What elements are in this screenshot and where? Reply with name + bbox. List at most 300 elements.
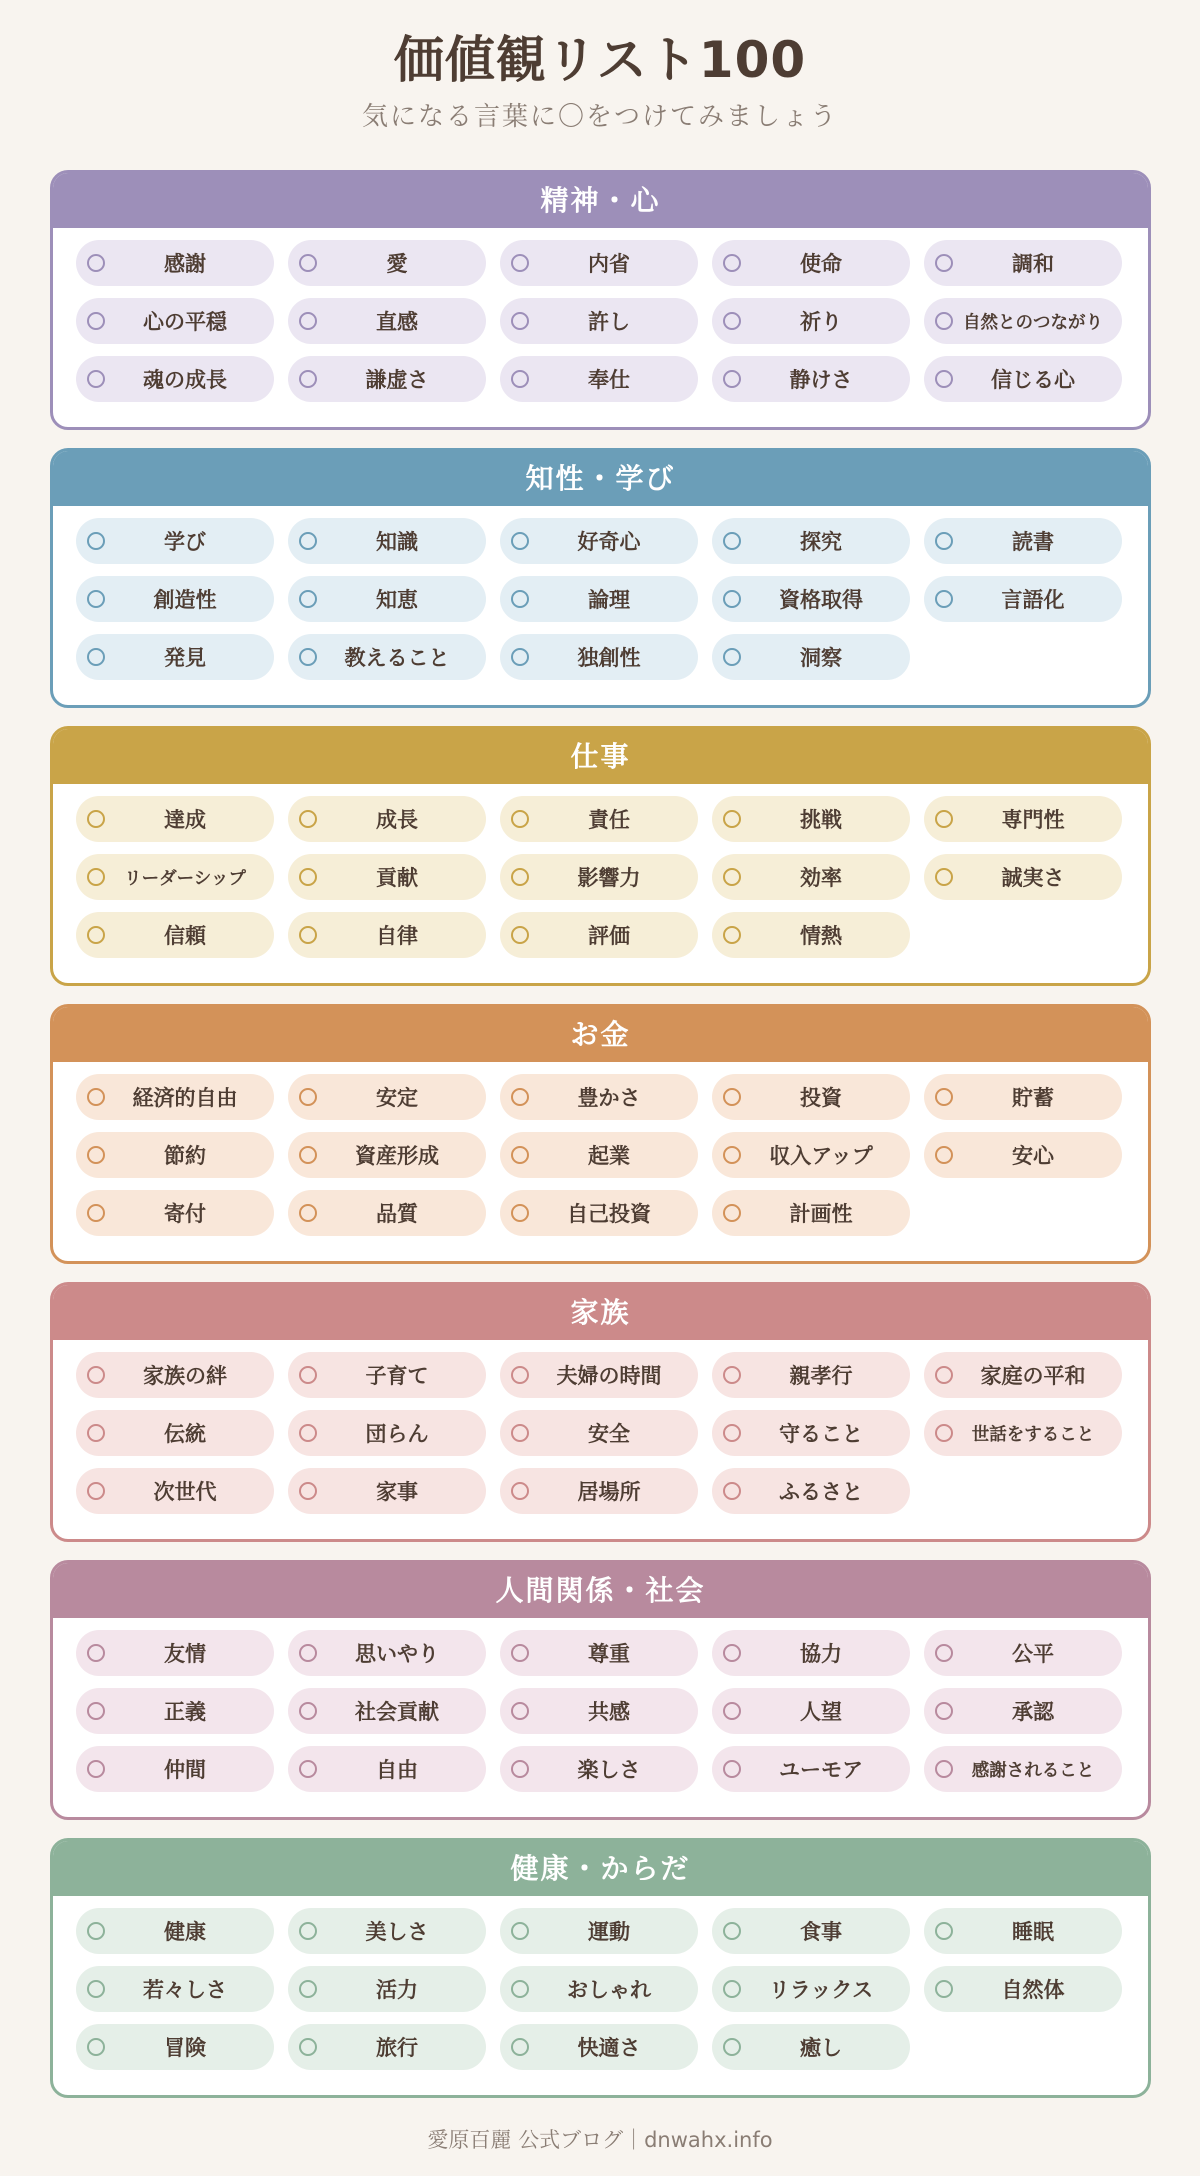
value-item[interactable] <box>76 1908 274 1954</box>
value-item[interactable] <box>76 854 274 900</box>
checkbox-circle-icon[interactable] <box>511 1088 529 1106</box>
value-label: 祈り <box>800 310 842 334</box>
checkbox-circle-icon[interactable] <box>723 1702 741 1720</box>
value-item[interactable] <box>712 1630 910 1676</box>
checkbox-circle-icon[interactable] <box>511 370 529 388</box>
checkbox-circle-icon[interactable] <box>87 1204 105 1222</box>
value-item[interactable] <box>76 1190 274 1236</box>
value-item[interactable] <box>76 576 274 622</box>
value-label: 社会貢献 <box>355 1700 439 1724</box>
value-label: 論理 <box>588 588 630 612</box>
checkbox-circle-icon[interactable] <box>723 648 741 666</box>
value-item[interactable] <box>924 1966 1122 2012</box>
checkbox-circle-icon[interactable] <box>723 1922 741 1940</box>
value-label: 誠実さ <box>1001 866 1065 890</box>
checkbox-circle-icon[interactable] <box>299 1980 317 1998</box>
value-item[interactable] <box>924 240 1122 286</box>
section-header: 精神・心 <box>53 173 1148 228</box>
checkbox-circle-icon[interactable] <box>935 810 953 828</box>
value-item[interactable] <box>500 1074 698 1120</box>
category-section <box>50 1282 1151 1542</box>
value-item[interactable] <box>76 634 274 680</box>
checkbox-circle-icon[interactable] <box>723 1366 741 1384</box>
value-item[interactable] <box>288 1468 486 1514</box>
value-item[interactable] <box>76 298 274 344</box>
value-label: 許し <box>588 310 630 334</box>
value-item[interactable] <box>924 298 1122 344</box>
value-item[interactable] <box>288 1190 486 1236</box>
value-label: 自然とのつながり <box>963 312 1103 333</box>
value-label: 親孝行 <box>789 1364 853 1388</box>
value-label: 謙虚さ <box>365 368 429 392</box>
checkbox-circle-icon[interactable] <box>511 254 529 272</box>
checkbox-circle-icon[interactable] <box>511 1702 529 1720</box>
value-item[interactable] <box>712 1074 910 1120</box>
value-item[interactable] <box>288 1352 486 1398</box>
checkbox-circle-icon[interactable] <box>723 1088 741 1106</box>
checkbox-circle-icon[interactable] <box>935 312 953 330</box>
value-item[interactable] <box>288 854 486 900</box>
value-label: 起業 <box>588 1144 630 1168</box>
value-label: 安定 <box>376 1086 418 1110</box>
category-section <box>50 1004 1151 1264</box>
checkbox-circle-icon[interactable] <box>87 926 105 944</box>
checkbox-circle-icon[interactable] <box>299 1146 317 1164</box>
value-item[interactable] <box>712 356 910 402</box>
value-item[interactable] <box>924 1688 1122 1734</box>
checkbox-circle-icon[interactable] <box>935 1644 953 1662</box>
value-grid <box>53 228 1148 402</box>
checkbox-circle-icon[interactable] <box>299 1204 317 1222</box>
category-section <box>50 448 1151 708</box>
checkbox-circle-icon[interactable] <box>299 1482 317 1500</box>
checkbox-circle-icon[interactable] <box>299 648 317 666</box>
value-item[interactable] <box>924 854 1122 900</box>
value-label: 子育て <box>365 1364 429 1388</box>
value-item[interactable] <box>712 1908 910 1954</box>
value-label: 情熱 <box>800 924 842 948</box>
checkbox-circle-icon[interactable] <box>935 1366 953 1384</box>
value-label: 静けさ <box>789 368 853 392</box>
value-item[interactable] <box>76 1132 274 1178</box>
value-label: 洞察 <box>800 646 842 670</box>
value-label: 仲間 <box>164 1758 206 1782</box>
value-label: 知恵 <box>376 588 418 612</box>
value-item[interactable] <box>924 1352 1122 1398</box>
value-item[interactable] <box>500 518 698 564</box>
checkbox-circle-icon[interactable] <box>87 1760 105 1778</box>
checkbox-circle-icon[interactable] <box>87 1366 105 1384</box>
value-item[interactable] <box>924 356 1122 402</box>
value-item[interactable] <box>500 1630 698 1676</box>
checkbox-circle-icon[interactable] <box>935 1088 953 1106</box>
value-item[interactable] <box>924 1908 1122 1954</box>
value-item[interactable] <box>712 1468 910 1514</box>
value-item[interactable] <box>500 1468 698 1514</box>
value-label: 冒険 <box>164 2036 206 2060</box>
value-label: 友情 <box>164 1642 206 1666</box>
value-item[interactable] <box>76 1630 274 1676</box>
value-label: 責任 <box>588 808 630 832</box>
value-label: 収入アップ <box>769 1144 873 1168</box>
checkbox-circle-icon[interactable] <box>723 1644 741 1662</box>
value-item[interactable] <box>76 1688 274 1734</box>
value-label: 自然体 <box>1001 1978 1065 2002</box>
checkbox-circle-icon[interactable] <box>299 532 317 550</box>
value-item[interactable] <box>924 1746 1122 1792</box>
checkbox-circle-icon[interactable] <box>723 1204 741 1222</box>
checkbox-circle-icon[interactable] <box>299 590 317 608</box>
value-label: ユーモア <box>779 1758 863 1782</box>
checkbox-circle-icon[interactable] <box>87 590 105 608</box>
value-item[interactable] <box>76 2024 274 2070</box>
value-item[interactable] <box>924 518 1122 564</box>
checkbox-circle-icon[interactable] <box>723 1482 741 1500</box>
value-label: 睡眠 <box>1012 1920 1054 1944</box>
value-item[interactable] <box>500 576 698 622</box>
value-grid <box>53 784 1148 958</box>
value-item[interactable] <box>500 1746 698 1792</box>
value-item[interactable] <box>712 796 910 842</box>
value-item[interactable] <box>76 1468 274 1514</box>
value-label: 資産形成 <box>355 1144 439 1168</box>
checkbox-circle-icon[interactable] <box>299 312 317 330</box>
value-label: 思いやり <box>355 1642 439 1666</box>
checkbox-circle-icon[interactable] <box>723 810 741 828</box>
value-item[interactable] <box>288 1688 486 1734</box>
value-item[interactable] <box>712 576 910 622</box>
value-item[interactable] <box>288 1132 486 1178</box>
checkbox-circle-icon[interactable] <box>511 312 529 330</box>
checkbox-circle-icon[interactable] <box>723 312 741 330</box>
value-label: 感謝されること <box>971 1760 1095 1781</box>
value-item[interactable] <box>288 518 486 564</box>
value-item[interactable] <box>712 518 910 564</box>
value-grid <box>53 1618 1148 1792</box>
value-label: 魂の成長 <box>143 368 227 392</box>
checkbox-circle-icon[interactable] <box>935 254 953 272</box>
checkbox-circle-icon[interactable] <box>511 1204 529 1222</box>
value-label: 影響力 <box>577 866 641 890</box>
checkbox-circle-icon[interactable] <box>87 254 105 272</box>
footer-credit: 愛原百麗 公式ブログ｜dnwahx.info <box>427 2128 773 2152</box>
value-label: 資格取得 <box>779 588 863 612</box>
value-item[interactable] <box>712 2024 910 2070</box>
checkbox-circle-icon[interactable] <box>511 810 529 828</box>
checkbox-circle-icon[interactable] <box>723 1146 741 1164</box>
value-label: 団らん <box>365 1422 429 1446</box>
checkbox-circle-icon[interactable] <box>299 1922 317 1940</box>
checkbox-circle-icon[interactable] <box>935 1702 953 1720</box>
value-item[interactable] <box>76 1410 274 1456</box>
value-item[interactable] <box>712 298 910 344</box>
section-header: 家族 <box>53 1285 1148 1340</box>
value-item[interactable] <box>712 1190 910 1236</box>
value-item[interactable] <box>712 912 910 958</box>
value-item[interactable] <box>500 796 698 842</box>
checkbox-circle-icon[interactable] <box>935 1922 953 1940</box>
value-label: 旅行 <box>376 2036 418 2060</box>
value-label: 創造性 <box>153 588 217 612</box>
value-item[interactable] <box>924 1410 1122 1456</box>
value-label: 好奇心 <box>577 530 641 554</box>
value-item[interactable] <box>76 1746 274 1792</box>
value-label: 公平 <box>1012 1642 1054 1666</box>
checkbox-circle-icon[interactable] <box>935 1424 953 1442</box>
value-label: 言語化 <box>1001 588 1065 612</box>
value-item[interactable] <box>288 1908 486 1954</box>
value-item[interactable] <box>76 1074 274 1120</box>
checkbox-circle-icon[interactable] <box>935 1760 953 1778</box>
value-item[interactable] <box>76 240 274 286</box>
checkbox-circle-icon[interactable] <box>511 926 529 944</box>
value-item[interactable] <box>712 1352 910 1398</box>
value-label: 夫婦の時間 <box>556 1364 662 1388</box>
value-label: 安心 <box>1012 1144 1054 1168</box>
value-item[interactable] <box>288 912 486 958</box>
value-item[interactable] <box>500 1190 698 1236</box>
value-label: 美しさ <box>365 1920 429 1944</box>
value-item[interactable] <box>712 240 910 286</box>
value-item[interactable] <box>500 240 698 286</box>
value-label: 独創性 <box>577 646 641 670</box>
value-item[interactable] <box>288 298 486 344</box>
checkbox-circle-icon[interactable] <box>87 312 105 330</box>
checkbox-circle-icon[interactable] <box>87 1088 105 1106</box>
checkbox-circle-icon[interactable] <box>723 1760 741 1778</box>
value-item[interactable] <box>76 796 274 842</box>
value-item[interactable] <box>76 912 274 958</box>
value-label: 計画性 <box>789 1202 853 1226</box>
value-label: 読書 <box>1012 530 1054 554</box>
header <box>0 0 1200 170</box>
checkbox-circle-icon[interactable] <box>723 590 741 608</box>
value-label: 探究 <box>800 530 842 554</box>
section-header: 人間関係・社会 <box>53 1563 1148 1618</box>
checkbox-circle-icon[interactable] <box>511 2038 529 2056</box>
checkbox-circle-icon[interactable] <box>511 1366 529 1384</box>
value-item[interactable] <box>924 796 1122 842</box>
value-item[interactable] <box>288 634 486 680</box>
checkbox-circle-icon[interactable] <box>299 868 317 886</box>
checkbox-circle-icon[interactable] <box>935 1980 953 1998</box>
checkbox-circle-icon[interactable] <box>87 1146 105 1164</box>
value-item[interactable] <box>712 1132 910 1178</box>
checkbox-circle-icon[interactable] <box>511 1922 529 1940</box>
checkbox-circle-icon[interactable] <box>935 868 953 886</box>
value-grid <box>53 1062 1148 1236</box>
value-label: 専門性 <box>1001 808 1065 832</box>
value-label: 家族の絆 <box>143 1364 227 1388</box>
checkbox-circle-icon[interactable] <box>511 1980 529 1998</box>
value-label: 投資 <box>800 1086 842 1110</box>
checkbox-circle-icon[interactable] <box>87 1644 105 1662</box>
value-grid <box>53 506 1148 680</box>
value-item[interactable] <box>500 1352 698 1398</box>
value-label: 愛 <box>386 252 408 276</box>
checkbox-circle-icon[interactable] <box>723 926 741 944</box>
checkbox-circle-icon[interactable] <box>299 1424 317 1442</box>
checkbox-circle-icon[interactable] <box>299 926 317 944</box>
value-item[interactable] <box>288 240 486 286</box>
checkbox-circle-icon[interactable] <box>511 868 529 886</box>
value-label: 節約 <box>164 1144 206 1168</box>
checkbox-circle-icon[interactable] <box>511 1482 529 1500</box>
checkbox-circle-icon[interactable] <box>723 1424 741 1442</box>
checkbox-circle-icon[interactable] <box>87 1702 105 1720</box>
value-label: 家庭の平和 <box>980 1364 1086 1388</box>
checkbox-circle-icon[interactable] <box>299 1366 317 1384</box>
value-item[interactable] <box>76 356 274 402</box>
value-label: 安全 <box>588 1422 630 1446</box>
value-label: 人望 <box>800 1700 842 1724</box>
value-label: 伝統 <box>164 1422 206 1446</box>
value-label: 自己投資 <box>567 1202 651 1226</box>
section-header: 健康・からだ <box>53 1841 1148 1896</box>
checkbox-circle-icon[interactable] <box>935 370 953 388</box>
value-label: 食事 <box>800 1920 842 1944</box>
value-item[interactable] <box>288 1746 486 1792</box>
checkbox-circle-icon[interactable] <box>87 1424 105 1442</box>
checkbox-circle-icon[interactable] <box>87 648 105 666</box>
category-section <box>50 1560 1151 1820</box>
category-section <box>50 1838 1151 2098</box>
value-item[interactable] <box>76 1966 274 2012</box>
value-label: 快適さ <box>577 2036 641 2060</box>
value-label: 癒し <box>800 2036 842 2060</box>
value-item[interactable] <box>712 1688 910 1734</box>
checkbox-circle-icon[interactable] <box>299 370 317 388</box>
checkbox-circle-icon[interactable] <box>935 590 953 608</box>
checkbox-circle-icon[interactable] <box>299 2038 317 2056</box>
checkbox-circle-icon[interactable] <box>511 1760 529 1778</box>
checkbox-circle-icon[interactable] <box>87 370 105 388</box>
checkbox-circle-icon[interactable] <box>511 648 529 666</box>
checkbox-circle-icon[interactable] <box>87 1980 105 1998</box>
value-label: 貢献 <box>376 866 418 890</box>
value-label: 活力 <box>376 1978 418 2002</box>
checkbox-circle-icon[interactable] <box>299 1644 317 1662</box>
value-label: 自律 <box>376 924 418 948</box>
value-item[interactable] <box>500 854 698 900</box>
value-item[interactable] <box>500 298 698 344</box>
value-label: 居場所 <box>577 1480 641 1504</box>
value-item[interactable] <box>500 634 698 680</box>
value-label: 共感 <box>588 1700 630 1724</box>
value-item[interactable] <box>288 2024 486 2070</box>
checkbox-circle-icon[interactable] <box>935 1146 953 1164</box>
checkbox-circle-icon[interactable] <box>935 532 953 550</box>
value-item[interactable] <box>712 1410 910 1456</box>
section-header: 仕事 <box>53 729 1148 784</box>
checkbox-circle-icon[interactable] <box>87 810 105 828</box>
value-item[interactable] <box>500 912 698 958</box>
value-label: 経済的自由 <box>132 1086 238 1110</box>
value-item[interactable] <box>924 1630 1122 1676</box>
checkbox-circle-icon[interactable] <box>299 254 317 272</box>
value-item[interactable] <box>500 2024 698 2070</box>
value-grid <box>53 1896 1148 2070</box>
checkbox-circle-icon[interactable] <box>723 254 741 272</box>
checkbox-circle-icon[interactable] <box>511 532 529 550</box>
value-item[interactable] <box>500 1966 698 2012</box>
value-label: おしゃれ <box>567 1978 651 2002</box>
value-item[interactable] <box>924 576 1122 622</box>
value-item[interactable] <box>500 356 698 402</box>
value-label: 達成 <box>164 808 206 832</box>
checkbox-circle-icon[interactable] <box>299 1702 317 1720</box>
value-item[interactable] <box>924 1074 1122 1120</box>
checkbox-circle-icon[interactable] <box>299 810 317 828</box>
value-item[interactable] <box>500 1410 698 1456</box>
value-item[interactable] <box>288 1410 486 1456</box>
checkbox-circle-icon[interactable] <box>299 1088 317 1106</box>
checkbox-circle-icon[interactable] <box>723 370 741 388</box>
checkbox-circle-icon[interactable] <box>87 868 105 886</box>
section-header: 知性・学び <box>53 451 1148 506</box>
value-item[interactable] <box>288 1074 486 1120</box>
checkbox-circle-icon[interactable] <box>87 532 105 550</box>
value-label: 家事 <box>376 1480 418 1504</box>
value-label: 信頼 <box>164 924 206 948</box>
value-item[interactable] <box>288 796 486 842</box>
checkbox-circle-icon[interactable] <box>723 2038 741 2056</box>
checkbox-circle-icon[interactable] <box>723 532 741 550</box>
value-item[interactable] <box>76 518 274 564</box>
value-label: リラックス <box>768 1978 874 2002</box>
value-label: 運動 <box>588 1920 630 1944</box>
value-item[interactable] <box>288 356 486 402</box>
value-item[interactable] <box>288 576 486 622</box>
value-grid <box>53 1340 1148 1514</box>
value-label: 心の平穏 <box>143 310 227 334</box>
value-item[interactable] <box>712 1966 910 2012</box>
value-label: 信じる心 <box>991 368 1075 392</box>
value-item[interactable] <box>712 1746 910 1792</box>
checkbox-circle-icon[interactable] <box>511 590 529 608</box>
value-item[interactable] <box>76 1352 274 1398</box>
value-label: ふるさと <box>779 1480 863 1504</box>
checkbox-circle-icon[interactable] <box>299 1760 317 1778</box>
value-item[interactable] <box>924 1132 1122 1178</box>
checkbox-circle-icon[interactable] <box>87 1482 105 1500</box>
checkbox-circle-icon[interactable] <box>511 1644 529 1662</box>
value-item[interactable] <box>712 854 910 900</box>
value-item[interactable] <box>288 1966 486 2012</box>
value-label: 守ること <box>779 1422 863 1446</box>
checkbox-circle-icon[interactable] <box>511 1424 529 1442</box>
value-item[interactable] <box>500 1688 698 1734</box>
category-section <box>50 170 1151 430</box>
checkbox-circle-icon[interactable] <box>723 1980 741 1998</box>
checkbox-circle-icon[interactable] <box>511 1146 529 1164</box>
value-label: 効率 <box>800 866 842 890</box>
value-label: 楽しさ <box>577 1758 641 1782</box>
category-section <box>50 726 1151 986</box>
checkbox-circle-icon[interactable] <box>87 1922 105 1940</box>
value-label: 尊重 <box>588 1642 630 1666</box>
value-item[interactable] <box>500 1908 698 1954</box>
checkbox-circle-icon[interactable] <box>87 2038 105 2056</box>
value-item[interactable] <box>288 1630 486 1676</box>
value-item[interactable] <box>712 634 910 680</box>
value-label: 学び <box>164 530 206 554</box>
value-item[interactable] <box>500 1132 698 1178</box>
value-label: 正義 <box>164 1700 206 1724</box>
checkbox-circle-icon[interactable] <box>723 868 741 886</box>
value-label: 発見 <box>164 646 206 670</box>
value-label: 評価 <box>588 924 630 948</box>
